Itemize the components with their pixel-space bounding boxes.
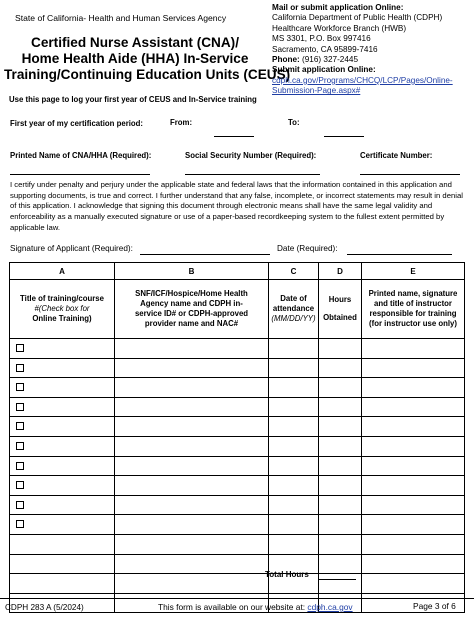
header-e-line-4: (for instructor use only) [369,319,457,328]
table-cell-a[interactable] [10,554,115,574]
printed-name-field[interactable] [10,174,150,175]
header-e-line-3: responsible for training [369,309,457,318]
online-training-checkbox[interactable] [16,383,24,391]
date-field[interactable] [347,254,452,255]
ssn-label: Social Security Number (Required): [185,151,317,160]
table-cell-d[interactable] [319,554,362,574]
table-cell-c[interactable] [269,495,319,515]
table-row [10,476,465,496]
title-line-1: Certified Nurse Assistant (CNA)/ [31,35,239,50]
cert-number-field[interactable] [360,174,460,175]
table-cell-a[interactable] [10,339,115,359]
table-cell-e[interactable] [362,436,465,456]
submission-link-1[interactable]: cdph.ca.gov/Programs/CHCQ/LCP/Pages/Online- [272,75,453,85]
table-cell-d[interactable] [319,515,362,535]
table-cell-d[interactable] [319,358,362,378]
table-row [10,534,465,554]
table-row [10,358,465,378]
table-cell-c[interactable] [269,436,319,456]
table-cell-c[interactable] [269,378,319,398]
table-row [10,436,465,456]
first-year-label: First year of my certification period: [10,119,144,128]
table-cell-e[interactable] [362,515,465,535]
mail-line-2: Healthcare Workforce Branch (HWB) [272,23,407,33]
table-cell-a[interactable] [10,456,115,476]
table-cell-a[interactable] [10,534,115,554]
table-cell-e[interactable] [362,554,465,574]
table-cell-b[interactable] [115,436,269,456]
column-letter-c: C [269,263,319,280]
to-label: To: [288,118,300,127]
page-number: Page 3 of 6 [413,601,456,611]
agency-name: State of California- Health and Human Services Agency [15,13,227,23]
table-cell-c[interactable] [269,456,319,476]
online-training-checkbox[interactable] [16,422,24,430]
table-cell-c[interactable] [269,417,319,437]
submission-link-2[interactable]: Submission-Page.aspx# [272,86,361,96]
table-row [10,417,465,437]
table-cell-a[interactable] [10,574,115,594]
mail-line-1: California Department of Public Health (CDPH) [272,13,443,23]
date-label: Date (Required): [277,244,338,253]
submit-heading: Submit application Online: [272,65,376,75]
table-cell-c[interactable] [269,358,319,378]
table-cell-e[interactable] [362,378,465,398]
table-row [10,495,465,515]
table-cell-b[interactable] [115,397,269,417]
table-cell-e[interactable] [362,534,465,554]
online-training-checkbox[interactable] [16,501,24,509]
table-cell-c[interactable] [269,515,319,535]
table-cell-e[interactable] [362,495,465,515]
total-hours-label: Total Hours [265,570,309,579]
mail-line-3: MS 3301, P.O. Box 997416 [272,34,371,44]
table-cell-b[interactable] [115,476,269,496]
phone-label: Phone: [272,55,300,65]
table-cell-b[interactable] [115,378,269,398]
header-c-line-2: attendance [272,304,315,313]
table-cell-b[interactable] [115,515,269,535]
cert-number-label: Certificate Number: [360,151,433,160]
table-cell-e[interactable] [362,574,465,594]
header-a-italic: Check box for [41,304,90,313]
header-d-line-1: Hours [328,295,352,304]
header-b-line-3: service ID# or CDPH-approved [134,309,249,318]
table-cell-d[interactable] [319,436,362,456]
table-cell-d[interactable] [319,476,362,496]
title-line-3: Training/Continuing Education Units (CEUS) [4,67,291,82]
table-cell-b[interactable] [115,554,269,574]
table-cell-a[interactable] [10,378,115,398]
website-link[interactable]: cdph.ca.gov [307,602,353,612]
table-cell-d[interactable] [319,456,362,476]
footer-divider [0,598,474,599]
header-a-line-2 [10,304,114,314]
table-cell-e[interactable] [362,339,465,359]
form-number: CDPH 283 A (5/2024) [5,603,84,612]
header-b-line-1: SNF/ICF/Hospice/Home Health [135,289,248,298]
table-cell-c[interactable] [269,397,319,417]
header-e-line-2: and title of instructor [374,299,452,308]
table-row [10,554,465,574]
online-training-checkbox[interactable] [16,520,24,528]
signature-label: Signature of Applicant (Required): [10,244,133,253]
table-row [10,397,465,417]
phone-line [272,55,472,65]
header-c-line-3: (MM/DD/YY) [271,314,316,323]
table-cell-d[interactable] [319,495,362,515]
header-row [10,280,465,339]
column-letter-e: E [362,263,465,280]
column-letter-a: A [10,263,115,280]
table-cell-b[interactable] [115,534,269,554]
table-cell-e[interactable] [362,358,465,378]
from-field[interactable] [214,136,254,137]
table-row [10,574,465,594]
table-cell-a[interactable] [10,397,115,417]
table-cell-a[interactable] [10,358,115,378]
header-a-line-1: Title of training/course [20,294,104,303]
certification-statement: I certify under penalty and perjury under the applicable state and federal laws that the information contained in this application and supporting documents, is true and correct. I further understand that any false, incomplete, or incorrect statements may result in denial of this application. I acknowledge that signing this document through electronic means shall have the same legal validity and enforceability as a manually executed signature or use of a paper-based recordkeeping system to the fullest extent permitted by applicable law. [10,180,463,232]
online-training-checkbox[interactable] [16,442,24,450]
online-training-checkbox[interactable] [16,481,24,489]
header-a-prefix: #( [34,304,42,313]
training-log-table [9,262,465,613]
total-hours-field[interactable] [318,579,356,580]
table-cell-d[interactable] [319,534,362,554]
table-cell-c[interactable] [269,339,319,359]
table-row [10,339,465,359]
title-line-2: Home Health Aide (HHA) In-Service [21,51,249,66]
phone-number: (916) 327-2445 [299,55,359,65]
table-cell-d[interactable] [319,378,362,398]
table-cell-a[interactable] [10,436,115,456]
instruction-text: Use this page to log your first year of CEUS and In-Service training [9,95,257,104]
column-letter-b: B [115,263,269,280]
header-training-title [10,280,115,339]
mail-info-block [272,3,472,97]
signature-field[interactable] [140,254,270,255]
table-cell-b[interactable] [115,456,269,476]
table-row [10,378,465,398]
table-cell-a[interactable] [10,476,115,496]
online-training-checkbox[interactable] [16,344,24,352]
mail-line-4: Sacramento, CA 95899-7416 [272,44,378,54]
header-e-line-1: Printed name, signature [368,289,458,298]
table-row [10,456,465,476]
header-hours [319,280,362,339]
table-cell-e[interactable] [362,456,465,476]
table-cell-d[interactable] [319,574,362,594]
table-cell-d[interactable] [319,397,362,417]
header-instructor [362,280,465,339]
table-cell-a[interactable] [10,495,115,515]
table-cell-b[interactable] [115,339,269,359]
header-b-line-4: provider name and NAC# [144,319,239,328]
table-cell-d[interactable] [319,417,362,437]
availability-text: This form is available on our website at: [158,602,308,612]
table-cell-c[interactable] [269,534,319,554]
table-cell-b[interactable] [115,574,269,594]
table-cell-b[interactable] [115,495,269,515]
table-cell-c[interactable] [269,476,319,496]
online-training-checkbox[interactable] [16,462,24,470]
header-b-line-2: Agency name and CDPH in- [140,299,243,308]
letter-row [10,263,465,280]
table-cell-e[interactable] [362,397,465,417]
mail-heading: Mail or submit application Online: [272,3,404,12]
header-date [269,280,319,339]
header-c-line-1: Date of [280,294,307,303]
table-cell-e[interactable] [362,417,465,437]
ssn-field[interactable] [185,174,320,175]
online-training-checkbox[interactable] [16,403,24,411]
table-cell-d[interactable] [319,339,362,359]
table-cell-b[interactable] [115,417,269,437]
printed-name-label: Printed Name of CNA/HHA (Required): [10,151,152,160]
availability-note [158,602,353,612]
table-cell-a[interactable] [10,515,115,535]
column-letter-d: D [319,263,362,280]
table-cell-e[interactable] [362,476,465,496]
header-a-line-3: Online Training) [32,314,92,323]
table-cell-b[interactable] [115,358,269,378]
table-row [10,515,465,535]
to-field[interactable] [324,136,364,137]
table-cell-a[interactable] [10,417,115,437]
header-d-line-2: Obtained [323,313,357,322]
from-label: From: [170,118,193,127]
training-log-body [10,339,465,613]
online-training-checkbox[interactable] [16,364,24,372]
header-agency [115,280,269,339]
